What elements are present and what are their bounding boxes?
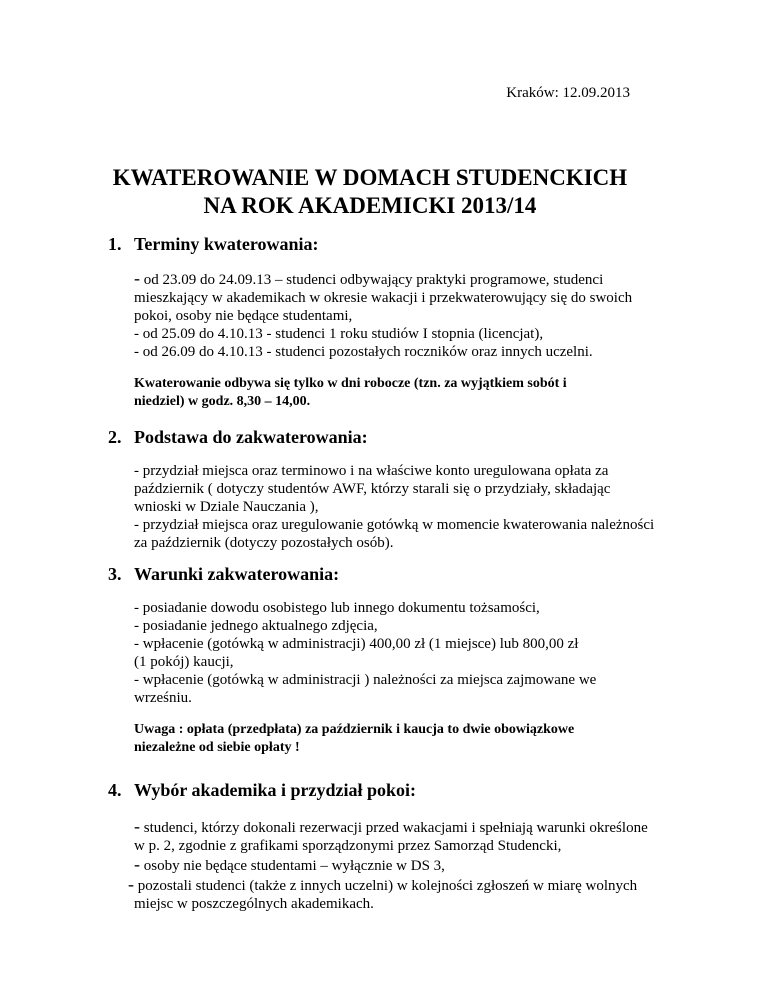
body-line	[128, 875, 668, 895]
dash: -	[134, 268, 140, 288]
line-text: od 23.09 do 24.09.13 – studenci odbywający praktyki programowe, studenci	[143, 272, 604, 288]
note-line: niezależne od siebie opłaty !	[134, 740, 300, 755]
section-title: Terminy kwaterowania:	[134, 234, 319, 254]
section-title: Podstawa do zakwaterowania:	[134, 427, 368, 447]
line-text: pozostali studenci (także z innych uczelni) w kolejności zgłoszeń w miarę wolnych	[137, 878, 638, 894]
body-line: - przydział miejsca oraz terminowo i na właściwe konto uregulowana opłata za	[134, 463, 609, 479]
section-heading	[108, 426, 668, 448]
section-number: 3.	[108, 564, 122, 584]
title-line-2: NA ROK AKADEMICKI 2013/14	[203, 193, 537, 218]
body-line: - od 26.09 do 4.10.13 - studenci pozostałych roczników oraz innych uczelni.	[134, 344, 593, 360]
dash: -	[134, 816, 140, 836]
body-line: za październik (dotyczy pozostałych osób).	[134, 535, 394, 551]
section-heading	[108, 233, 668, 255]
line-text: studenci, którzy dokonali rezerwacji przed wakacjami i spełniają warunki określone	[143, 820, 648, 836]
body-line	[134, 855, 668, 875]
section-terminy	[108, 233, 668, 411]
section-number: 2.	[108, 427, 122, 447]
body-line: pokoi, osoby nie będące studentami,	[134, 308, 353, 324]
line-text: osoby nie będące studentami – wyłącznie w DS 3,	[143, 858, 445, 874]
body-line: (1 pokój) kaucji,	[134, 654, 234, 670]
section-heading	[108, 779, 668, 801]
document-date: Kraków: 12.09.2013	[506, 85, 630, 101]
body-line: - posiadanie jednego aktualnego zdjęcia,	[134, 618, 378, 634]
body-line	[134, 269, 668, 289]
section-wybor	[108, 779, 668, 913]
section-number: 4.	[108, 780, 122, 800]
title-line-1: KWATEROWANIE W DOMACH STUDENCKICH	[112, 165, 628, 190]
document-title	[70, 164, 670, 220]
section-number: 1.	[108, 234, 122, 254]
body-line: - posiadanie dowodu osobistego lub innego dokumentu tożsamości,	[134, 600, 540, 616]
body-line: październik ( dotyczy studentów AWF, którzy starali się o przydziały, składając	[134, 481, 611, 497]
section-title: Warunki zakwaterowania:	[134, 564, 340, 584]
section-warunki	[108, 563, 668, 757]
body-line	[134, 817, 668, 837]
section-note	[134, 375, 668, 411]
body-line: - od 25.09 do 4.10.13 - studenci 1 roku studiów I stopnia (licencjat),	[134, 326, 544, 342]
body-line: mieszkający w akademikach w okresie wakacji i przekwaterowujący się do swoich	[134, 290, 633, 306]
dash: -	[134, 854, 140, 874]
body-line: wnioski w Dziale Nauczania ),	[134, 499, 319, 515]
dash: -	[128, 874, 134, 894]
section-note	[134, 721, 668, 757]
body-line: miejsc w poszczególnych akademikach.	[134, 896, 374, 912]
note-line: Kwaterowanie odbywa się tylko w dni robocze (tzn. za wyjątkiem sobót i	[134, 376, 567, 391]
body-line: - wpłacenie (gotówką w administracji) 400,00 zł (1 miejsce) lub 800,00 zł	[134, 636, 579, 652]
section-heading	[108, 563, 668, 585]
body-line: wrześniu.	[134, 690, 192, 706]
note-line: Uwaga : opłata (przedpłata) za październik i kaucja to dwie obowiązkowe	[134, 722, 575, 737]
section-body	[134, 269, 668, 361]
section-body	[134, 462, 668, 552]
section-podstawa	[108, 426, 668, 552]
section-body	[128, 816, 668, 913]
body-line: - przydział miejsca oraz uregulowanie gotówką w momencie kwaterowania należności	[134, 517, 655, 533]
body-line: - wpłacenie (gotówką w administracji ) należności za miejsca zajmowane we	[134, 672, 597, 688]
body-line: w p. 2, zgodnie z grafikami sporządzonymi przez Samorząd Studencki,	[134, 838, 562, 854]
section-body	[134, 599, 668, 707]
note-line: niedziel) w godz. 8,30 – 14,00.	[134, 394, 311, 409]
section-title: Wybór akademika i przydział pokoi:	[134, 780, 417, 800]
